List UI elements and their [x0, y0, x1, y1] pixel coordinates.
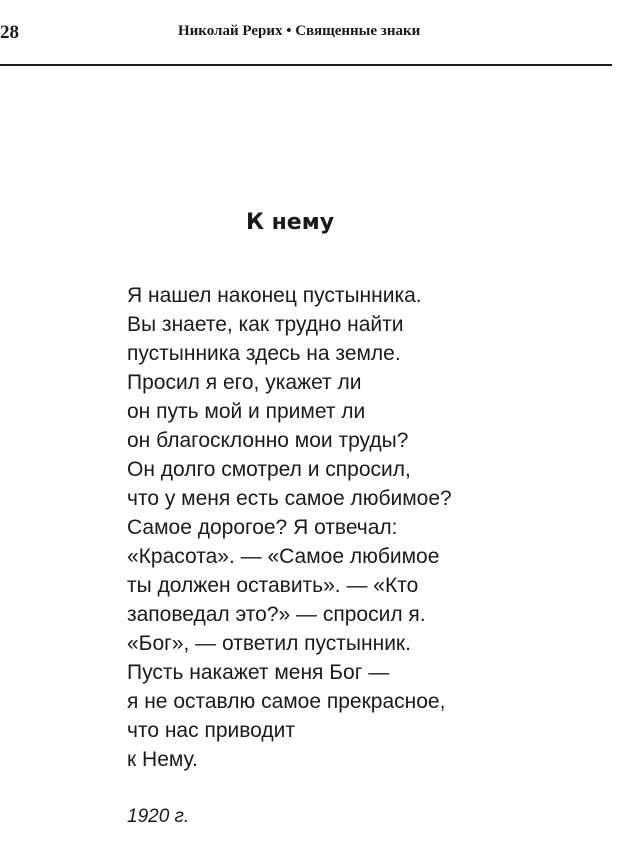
poem-line: пустынника здесь на земле.	[127, 342, 401, 365]
page-header	[0, 20, 612, 42]
poem-line: я не оставлю самое прекрасное,	[127, 690, 446, 713]
poem-line: Я нашел наконец пустынника.	[127, 284, 422, 307]
poem-line: он благосклонно мои труды?	[127, 429, 409, 452]
poem-line: Он долго смотрел и спросил,	[127, 458, 411, 481]
poem-line: «Бог», — ответил пустынник.	[127, 632, 411, 655]
poem-line: ты должен оставить». — «Кто	[127, 574, 419, 597]
poem-line: что у меня есть самое любимое?	[127, 487, 452, 510]
poem-line: Просил я его, укажет ли	[127, 371, 362, 394]
poem-line: что нас приводит	[127, 719, 295, 742]
poem-line: заповедал это?» — спросил я.	[127, 603, 426, 626]
poem-title: К нему	[245, 210, 335, 235]
poem-body	[127, 281, 587, 774]
header-rule	[0, 64, 612, 66]
poem-line: Пусть накажет меня Бог —	[127, 661, 390, 684]
poem-line: он путь мой и примет ли	[127, 400, 366, 423]
running-title: Николай Рерих • Священные знаки	[178, 23, 421, 39]
poem-date: 1920 г.	[127, 806, 190, 827]
poem-line: Самое дорогое? Я отвечал:	[127, 516, 398, 539]
page-number: 28	[0, 22, 19, 43]
poem-line: «Красота». — «Самое любимое	[127, 545, 440, 568]
poem-line: к Нему.	[127, 748, 198, 771]
poem-line: Вы знаете, как трудно найти	[127, 313, 404, 336]
